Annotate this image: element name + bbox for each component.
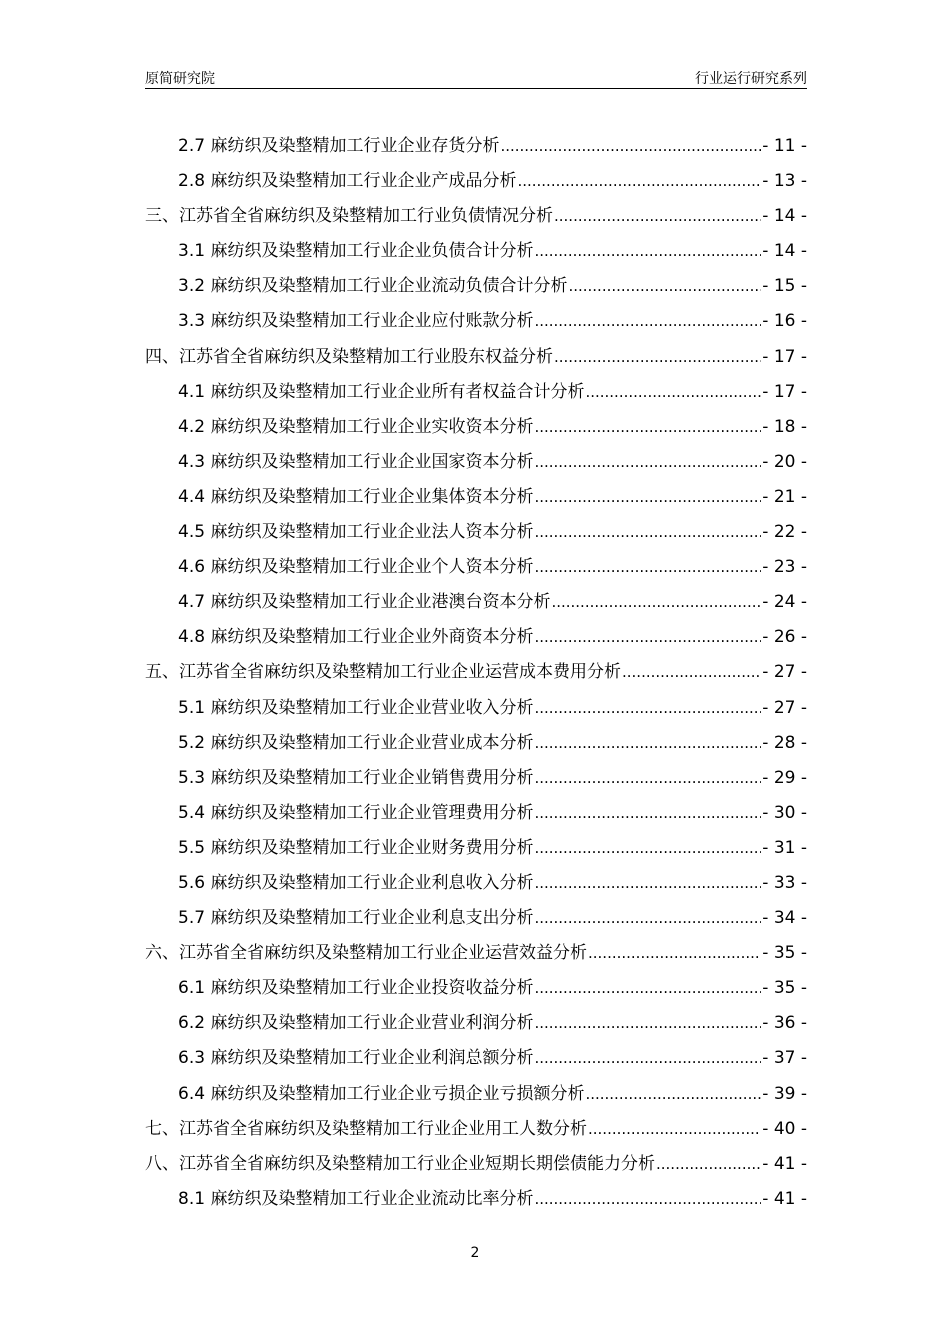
- toc-entry-page: - 33 -: [762, 872, 807, 893]
- toc-entry-page: - 29 -: [762, 767, 807, 788]
- toc-entry[interactable]: [145, 515, 807, 550]
- toc-entry-page: - 17 -: [762, 381, 807, 402]
- toc-entry-page: - 16 -: [762, 311, 807, 332]
- toc-dot-leader: [534, 410, 761, 445]
- toc-entry-page: - 18 -: [762, 416, 807, 437]
- toc-entry-title: 三、江苏省全省麻纺织及染整精加工行业负债情况分析: [145, 206, 553, 227]
- toc-entry-title: 5.7 麻纺织及染整精加工行业企业利息支出分析: [178, 908, 534, 929]
- toc-entry[interactable]: [145, 445, 807, 480]
- toc-entry[interactable]: [145, 936, 807, 971]
- page-header: [145, 66, 807, 89]
- toc-dot-leader: [656, 1147, 761, 1182]
- toc-entry[interactable]: [145, 234, 807, 269]
- toc-dot-leader: [534, 445, 761, 480]
- toc-entry-title: 4.1 麻纺织及染整精加工行业企业所有者权益合计分析: [178, 381, 585, 402]
- toc-entry-page: - 23 -: [762, 557, 807, 578]
- toc-entry-page: - 13 -: [762, 171, 807, 192]
- toc-dot-leader: [585, 375, 761, 410]
- toc-dot-leader: [534, 831, 761, 866]
- toc-entry-page: - 30 -: [762, 802, 807, 823]
- header-org-name: 原简研究院: [145, 71, 215, 87]
- toc-entry-title: 五、江苏省全省麻纺织及染整精加工行业企业运营成本费用分析: [145, 662, 621, 683]
- toc-entry[interactable]: [145, 1112, 807, 1147]
- toc-entry-page: - 14 -: [762, 206, 807, 227]
- toc-dot-leader: [534, 234, 761, 269]
- toc-dot-leader: [517, 164, 761, 199]
- toc-entry[interactable]: [145, 1182, 807, 1217]
- toc-entry[interactable]: [145, 199, 807, 234]
- toc-entry-title: 5.4 麻纺织及染整精加工行业企业管理费用分析: [178, 802, 534, 823]
- toc-entry-page: - 15 -: [762, 276, 807, 297]
- toc-entry[interactable]: [145, 585, 807, 620]
- toc-dot-leader: [534, 761, 761, 796]
- toc-entry-title: 3.1 麻纺织及染整精加工行业企业负债合计分析: [178, 241, 534, 262]
- toc-entry-page: - 34 -: [762, 908, 807, 929]
- toc-entry-title: 2.7 麻纺织及染整精加工行业企业存货分析: [178, 136, 500, 156]
- toc-entry-page: - 41 -: [762, 1188, 807, 1209]
- toc-dot-leader: [568, 269, 761, 304]
- toc-entry-title: 4.3 麻纺织及染整精加工行业企业国家资本分析: [178, 451, 534, 472]
- toc-dot-leader: [534, 480, 761, 515]
- toc-entry-title: 四、江苏省全省麻纺织及染整精加工行业股东权益分析: [145, 346, 553, 367]
- toc-entry[interactable]: [145, 129, 807, 164]
- header-series-title: 行业运行研究系列: [695, 71, 807, 87]
- toc-dot-leader: [554, 199, 761, 234]
- toc-entry-page: - 27 -: [762, 662, 807, 683]
- toc-entry[interactable]: [145, 831, 807, 866]
- toc-entry-title: 3.3 麻纺织及染整精加工行业企业应付账款分析: [178, 311, 534, 332]
- toc-entry-page: - 20 -: [762, 451, 807, 472]
- toc-dot-leader: [500, 129, 761, 164]
- toc-entry[interactable]: [145, 340, 807, 375]
- toc-dot-leader: [534, 971, 761, 1006]
- toc-dot-leader: [534, 1041, 761, 1076]
- toc-dot-leader: [534, 620, 761, 655]
- toc-entry[interactable]: [145, 726, 807, 761]
- toc-dot-leader: [534, 1182, 761, 1217]
- toc-dot-leader: [622, 655, 761, 690]
- toc-entry-page: - 37 -: [762, 1048, 807, 1069]
- toc-entry[interactable]: [145, 1006, 807, 1041]
- toc-entry-title: 6.3 麻纺织及染整精加工行业企业利润总额分析: [178, 1048, 534, 1069]
- toc-entry-title: 6.2 麻纺织及染整精加工行业企业营业利润分析: [178, 1013, 534, 1034]
- toc-entry[interactable]: [145, 1147, 807, 1182]
- toc-dot-leader: [534, 796, 761, 831]
- toc-entry-title: 5.6 麻纺织及染整精加工行业企业利息收入分析: [178, 872, 534, 893]
- toc-entry[interactable]: [145, 796, 807, 831]
- toc-entry[interactable]: [145, 691, 807, 726]
- toc-entry-title: 七、江苏省全省麻纺织及染整精加工行业企业用工人数分析: [145, 1118, 587, 1139]
- toc-entry[interactable]: [145, 761, 807, 796]
- toc-entry[interactable]: [145, 1077, 807, 1112]
- toc-entry[interactable]: [145, 304, 807, 339]
- page-number: 2: [470, 1245, 480, 1261]
- toc-entry-page: - 11 -: [762, 136, 807, 156]
- toc-entry-title: 4.6 麻纺织及染整精加工行业企业个人资本分析: [178, 557, 534, 578]
- toc-entry-title: 5.1 麻纺织及染整精加工行业企业营业收入分析: [178, 697, 534, 718]
- toc-entry-title: 4.2 麻纺织及染整精加工行业企业实收资本分析: [178, 416, 534, 437]
- toc-entry-title: 5.3 麻纺织及染整精加工行业企业销售费用分析: [178, 767, 534, 788]
- toc-entry[interactable]: [145, 620, 807, 655]
- toc-dot-leader: [551, 585, 761, 620]
- toc-entry-title: 8.1 麻纺织及染整精加工行业企业流动比率分析: [178, 1188, 534, 1209]
- toc-entry-title: 4.7 麻纺织及染整精加工行业企业港澳台资本分析: [178, 592, 551, 613]
- toc-entry-page: - 40 -: [762, 1118, 807, 1139]
- toc-entry-title: 六、江苏省全省麻纺织及染整精加工行业企业运营效益分析: [145, 943, 587, 964]
- toc-entry-page: - 17 -: [762, 346, 807, 367]
- toc-entry[interactable]: [145, 164, 807, 199]
- toc-entry-title: 6.1 麻纺织及染整精加工行业企业投资收益分析: [178, 978, 534, 999]
- toc-dot-leader: [554, 340, 761, 375]
- toc-entry-title: 6.4 麻纺织及染整精加工行业企业亏损企业亏损额分析: [178, 1083, 585, 1104]
- toc-entry-title: 2.8 麻纺织及染整精加工行业企业产成品分析: [178, 171, 517, 192]
- toc-entry-title: 5.5 麻纺织及染整精加工行业企业财务费用分析: [178, 837, 534, 858]
- toc-dot-leader: [534, 901, 761, 936]
- toc-dot-leader: [534, 726, 761, 761]
- toc-entry[interactable]: [145, 550, 807, 585]
- toc-entry-title: 3.2 麻纺织及染整精加工行业企业流动负债合计分析: [178, 276, 568, 297]
- toc-entry-page: - 28 -: [762, 732, 807, 753]
- toc-entry[interactable]: [145, 480, 807, 515]
- toc-dot-leader: [588, 936, 761, 971]
- toc-entry[interactable]: [145, 1041, 807, 1076]
- toc-dot-leader: [585, 1077, 761, 1112]
- toc-dot-leader: [534, 304, 761, 339]
- toc-entry[interactable]: [145, 375, 807, 410]
- toc-entry[interactable]: [145, 866, 807, 901]
- toc-entry[interactable]: [145, 269, 807, 304]
- toc-entry-title: 4.4 麻纺织及染整精加工行业企业集体资本分析: [178, 486, 534, 507]
- toc-entry-page: - 41 -: [762, 1153, 807, 1174]
- toc-entry-page: - 27 -: [762, 697, 807, 718]
- toc-entry-page: - 35 -: [762, 978, 807, 999]
- toc-entry-page: - 31 -: [762, 837, 807, 858]
- toc-dot-leader: [534, 691, 761, 726]
- toc-entry-title: 4.5 麻纺织及染整精加工行业企业法人资本分析: [178, 522, 534, 543]
- toc-dot-leader: [534, 866, 761, 901]
- toc-entry[interactable]: [145, 971, 807, 1006]
- toc-entry-title: 5.2 麻纺织及染整精加工行业企业营业成本分析: [178, 732, 534, 753]
- toc-dot-leader: [534, 550, 761, 585]
- toc-entry[interactable]: [145, 901, 807, 936]
- table-of-contents: [145, 129, 807, 1217]
- toc-entry-title: 八、江苏省全省麻纺织及染整精加工行业企业短期长期偿债能力分析: [145, 1153, 655, 1174]
- toc-dot-leader: [534, 515, 761, 550]
- toc-dot-leader: [588, 1112, 761, 1147]
- toc-entry-page: - 39 -: [762, 1083, 807, 1104]
- toc-dot-leader: [534, 1006, 761, 1041]
- toc-entry-title: 4.8 麻纺织及染整精加工行业企业外商资本分析: [178, 627, 534, 648]
- toc-entry-page: - 22 -: [762, 522, 807, 543]
- toc-entry-page: - 21 -: [762, 486, 807, 507]
- toc-entry-page: - 26 -: [762, 627, 807, 648]
- toc-entry-page: - 36 -: [762, 1013, 807, 1034]
- toc-entry-page: - 14 -: [762, 241, 807, 262]
- toc-entry-page: - 35 -: [762, 943, 807, 964]
- toc-entry[interactable]: [145, 410, 807, 445]
- toc-entry-page: - 24 -: [762, 592, 807, 613]
- toc-entry[interactable]: [145, 655, 807, 690]
